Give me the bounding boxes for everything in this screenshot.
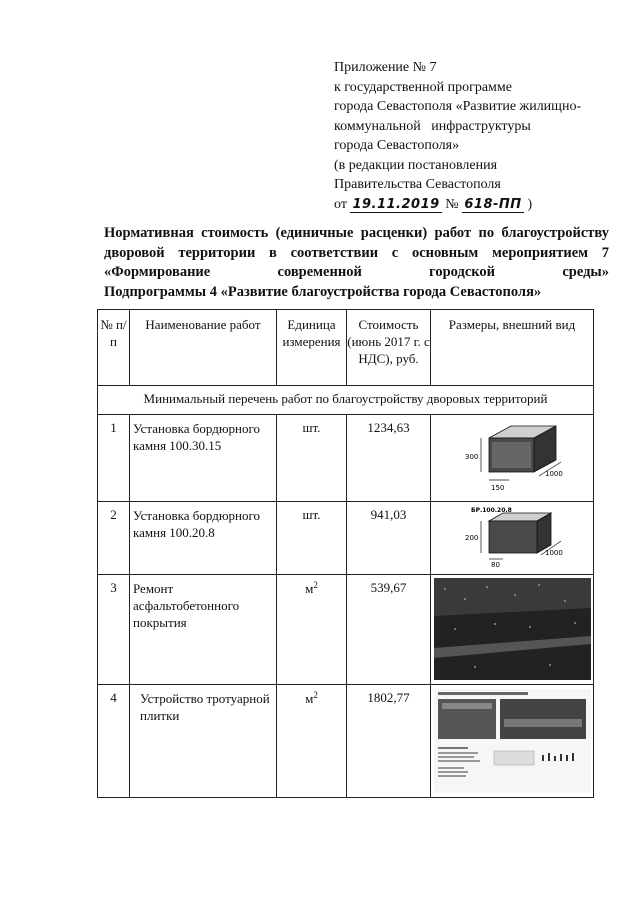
curb-drawing-cell xyxy=(431,415,594,502)
table-row xyxy=(98,502,594,575)
row-name: Ремонт асфальтобетонного покрытия xyxy=(130,575,277,685)
table-header-row xyxy=(98,310,594,386)
dim-length: 1000 xyxy=(545,470,563,478)
appendix-block xyxy=(334,58,624,214)
title-line-4: Подпрограммы 4 «Развитие благоустройства города Севастополя» xyxy=(104,283,542,300)
title-line-2: по благоустройству дворовой территории в соответствии с основным xyxy=(104,225,610,261)
row-cost: 941,03 xyxy=(347,502,431,575)
row-unit: шт. xyxy=(277,415,347,502)
asphalt-photo xyxy=(434,578,591,680)
appendix-line-2: к государственной программе xyxy=(334,79,512,95)
dim-width: 80 xyxy=(491,561,500,569)
row-num: 4 xyxy=(98,685,130,798)
row-unit xyxy=(277,685,347,798)
handwritten-number: 618-ПП xyxy=(462,197,524,213)
row-name: Установка бордюрного камня 100.30.15 xyxy=(130,415,277,502)
dim-height: 200 xyxy=(465,534,479,542)
curb-drawing-cell xyxy=(431,502,594,575)
dim-length: 1000 xyxy=(545,549,563,557)
document-title xyxy=(104,224,609,302)
table-row xyxy=(98,415,594,502)
unit-text: м xyxy=(305,581,314,596)
section-row xyxy=(98,386,594,415)
curb-tag: БР.100.20.8 xyxy=(471,507,512,514)
title-line-3: мероприятием 7 «Формирование современной городской среды» xyxy=(104,244,609,280)
from-label: от xyxy=(334,196,347,212)
curb-100-20-8-drawing xyxy=(461,505,566,571)
appendix-line-1: Приложение № 7 xyxy=(334,60,437,75)
row-cost: 1802,77 xyxy=(347,685,431,798)
table-row xyxy=(98,575,594,685)
table-row xyxy=(98,685,594,798)
unit-text: м xyxy=(305,691,314,706)
unit-superscript: 2 xyxy=(313,690,318,700)
appendix-line-7: Правительства Севастополя xyxy=(334,177,501,192)
dim-height: 300 xyxy=(465,453,479,461)
appendix-line-4: коммунальной инфраструктуры xyxy=(334,118,531,134)
header-view: Размеры, внешний вид xyxy=(431,310,594,386)
row-cost: 539,67 xyxy=(347,575,431,685)
row-num: 1 xyxy=(98,415,130,502)
number-label: № xyxy=(445,196,459,212)
handwritten-date: 19.11.2019 xyxy=(352,196,440,212)
unit-superscript: 2 xyxy=(313,580,318,590)
appendix-date-line xyxy=(334,195,624,215)
paving-tile-sheet xyxy=(434,689,591,793)
header-num: № п/п xyxy=(98,310,130,386)
row-num: 3 xyxy=(98,575,130,685)
header-unit: Единица измерения xyxy=(277,310,347,386)
row-name: Установка бордюрного камня 100.20.8 xyxy=(130,502,277,575)
tile-sheet-cell xyxy=(431,685,594,798)
appendix-line-6: (в редакции постановления xyxy=(334,157,498,173)
asphalt-photo-cell xyxy=(431,575,594,685)
curb-100-30-15-drawing xyxy=(461,420,566,496)
dim-width: 150 xyxy=(491,484,505,492)
row-unit xyxy=(277,575,347,685)
close-paren: ) xyxy=(527,196,533,212)
title-line-1: Нормативная стоимость (единичные расценки) работ xyxy=(104,225,472,241)
row-num: 2 xyxy=(98,502,130,575)
appendix-line-3: города Севастополя «Развитие жилищно- xyxy=(334,99,582,114)
appendix-line-5: города Севастополя» xyxy=(334,138,460,153)
row-unit: шт. xyxy=(277,502,347,575)
row-name: Устройство тротуарной плитки xyxy=(130,685,277,798)
header-name: Наименование работ xyxy=(130,310,277,386)
cost-table xyxy=(97,309,594,798)
row-cost: 1234,63 xyxy=(347,415,431,502)
section-title: Минимальный перечень работ по благоустройству дворовых территорий xyxy=(98,386,594,415)
header-cost: Стоимость (июнь 2017 г. с НДС), руб. xyxy=(347,310,431,386)
